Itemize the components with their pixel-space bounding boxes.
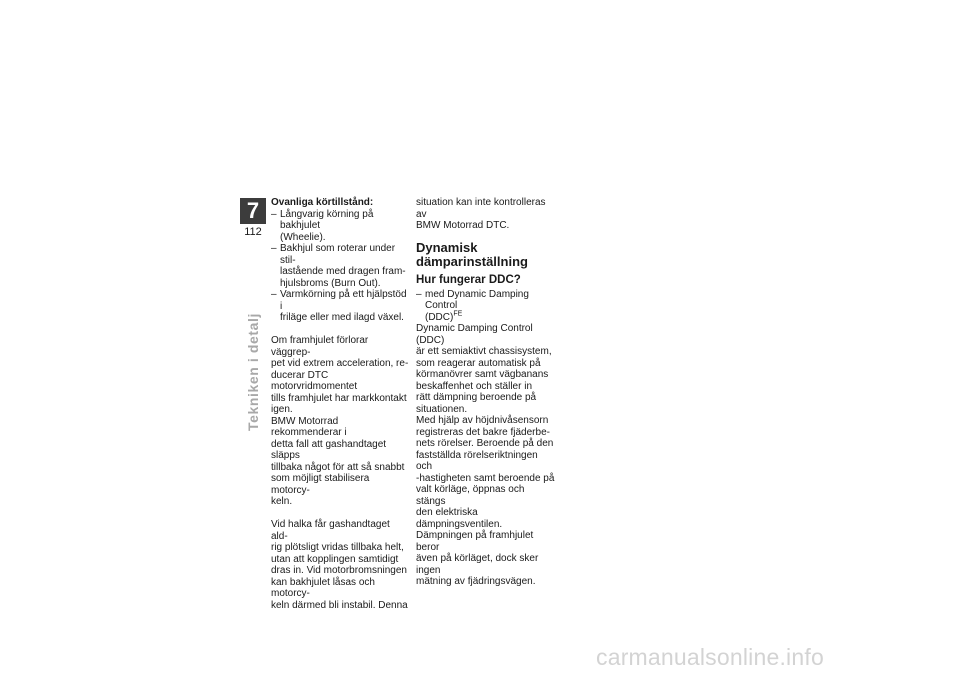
list-item: – Bakhjul som roterar under stil- lastående med dragen fram- hjulsbroms (Burn Out).: [271, 243, 409, 289]
section-title: Dynamisk dämparinställning: [416, 239, 528, 269]
ddc-item-text: med Dynamic Damping Control (DDC): [425, 288, 529, 323]
ddc-description-paragraph: Dynamic Damping Control (DDC) är ett semiaktivt chassisystem, som reagerar automatisk på körmanövrer samt vägbanans beskaffenhet och ställer in rätt dämpning beroende på situationen. Med hjälp av höjdnivåsensorn registreras det bakre fjäderbe- nets rörelser. Beroende på den fastställda rörelseriktningen och -hastigheten samt beroende på valt körläge, öppnas och stängs den elektriska dämpningsventilen. Dämpningen på framhjulet beror även på körläget, dock sker ingen mätning av fjädringsvägen.: [416, 323, 555, 587]
slippery-road-paragraph: Vid halka får gashandtaget ald- rig plötsligt vridas tillbaka helt, utan att kopplingen samtidigt dras in. Vid motorbromsningen kan bakhjulet låsas och motorcy- keln därmed bli instabil. Denna: [271, 519, 408, 611]
paragraph-gap: [271, 508, 409, 520]
subheading: Hur fungerar DDC?: [416, 273, 521, 286]
chapter-number-badge: 7: [240, 198, 266, 224]
right-column: [416, 197, 556, 588]
watermark: carmanualsonline.info: [596, 644, 824, 670]
dtc-paragraph: Om framhjulet förlorar väggrep- pet vid extrem acceleration, re- ducerar DTC motorvridmomentet tills framhjulet har markkontakt igen. BMW Motorrad rekommenderar i detta fall att gashandtaget släpps tillbaka något för att så snabbt som möjligt stabilisera motorcy- keln.: [271, 335, 409, 507]
ddc-equipment-list: [416, 289, 556, 324]
continuation-paragraph: situation kan inte kontrolleras av BMW Motorrad DTC.: [416, 197, 546, 231]
paragraph-gap: [271, 324, 409, 336]
list-item: – Långvarig körning på bakhjulet (Wheelie).: [271, 209, 409, 244]
page-number: 112: [244, 226, 262, 238]
chapter-side-title: Tekniken i detalj: [245, 312, 261, 432]
optional-equipment-superscript: FE: [453, 310, 463, 318]
list-item: [416, 289, 556, 324]
left-column: [271, 197, 409, 611]
unusual-conditions-heading: Ovanliga körtillstånd:: [271, 197, 374, 208]
list-item: – Varmkörning på ett hjälpstöd i friläge eller med ilagd växel.: [271, 289, 409, 324]
unusual-conditions-list: [271, 209, 409, 324]
